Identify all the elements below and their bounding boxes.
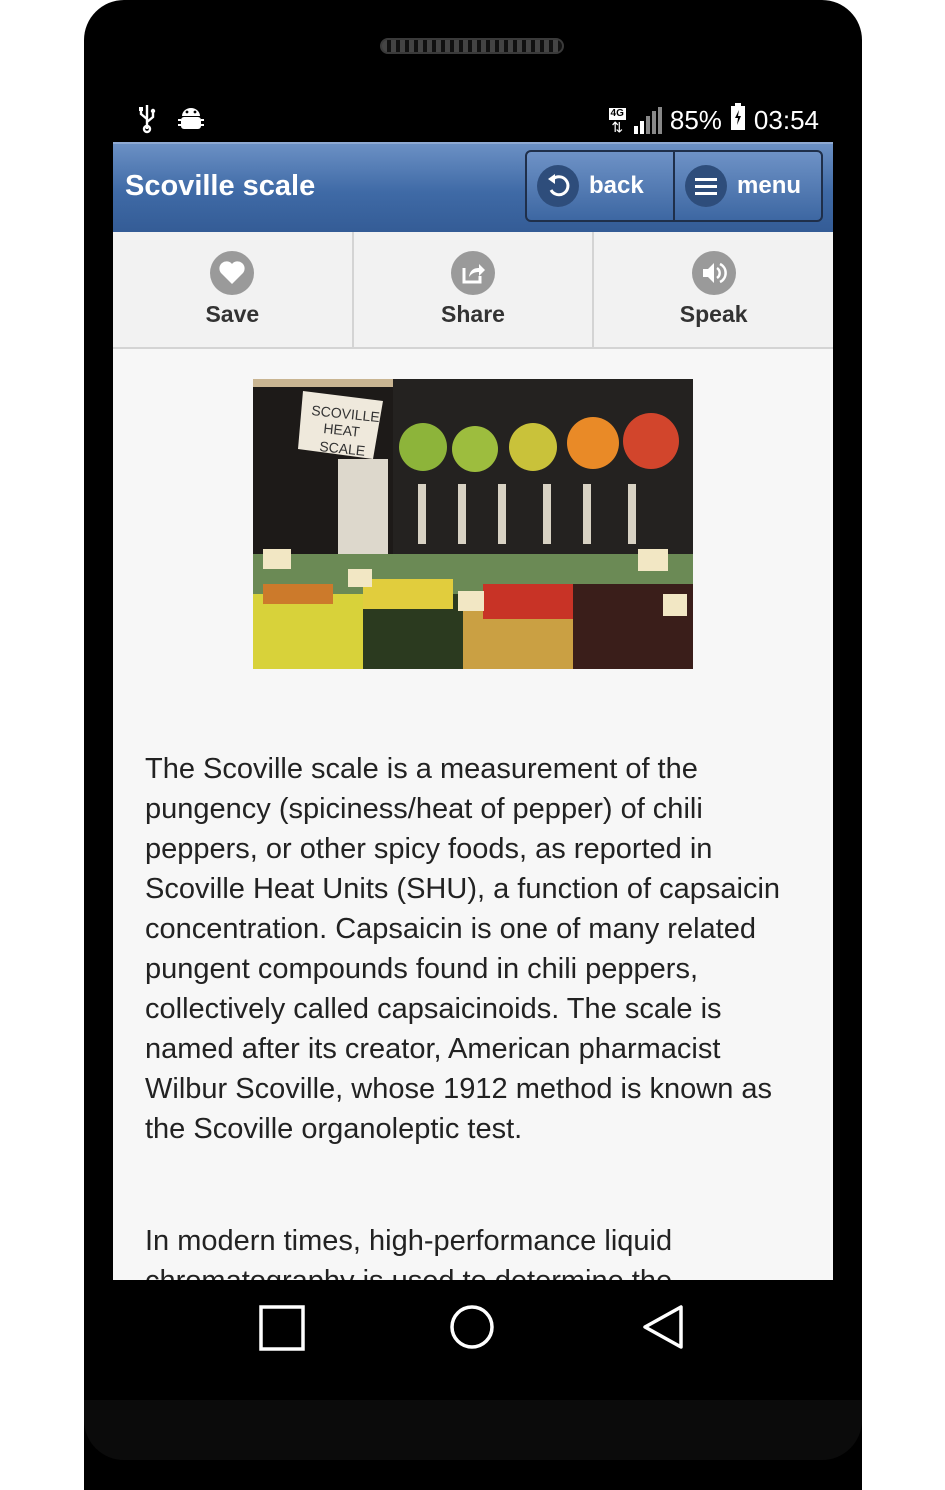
status-bar <box>113 95 833 142</box>
article-paragraph: In modern times, high-performance liquid <box>145 1225 673 1257</box>
page-title: Scoville scale <box>125 170 316 202</box>
hamburger-icon <box>685 165 727 207</box>
speak-label: Speak <box>679 301 748 327</box>
square-icon <box>259 1305 305 1351</box>
device-chin <box>84 1400 862 1460</box>
speak-button[interactable] <box>594 232 833 347</box>
network-type-label: 4G <box>610 107 624 119</box>
android-debug-icon <box>177 104 205 137</box>
back-button[interactable] <box>527 152 673 220</box>
share-button[interactable] <box>354 232 595 347</box>
share-label: Share <box>441 301 505 327</box>
app-screen <box>113 95 833 1280</box>
earpiece-speaker <box>380 38 564 54</box>
app-bar-button-group <box>525 150 823 222</box>
battery-percent: 85% <box>669 105 722 135</box>
back-button-label: back <box>589 172 644 199</box>
save-button[interactable] <box>113 232 354 347</box>
back-nav-button[interactable] <box>641 1304 685 1355</box>
heart-icon <box>210 251 254 295</box>
home-button[interactable] <box>449 1304 495 1355</box>
back-arrow-icon <box>537 165 579 207</box>
save-label: Save <box>205 301 260 327</box>
sign-text-line2: HEAT <box>322 420 361 440</box>
menu-button[interactable] <box>673 152 821 220</box>
triangle-back-icon <box>641 1304 685 1350</box>
circle-icon <box>449 1304 495 1350</box>
recents-button[interactable] <box>259 1305 305 1356</box>
article-paragraph: The Scoville scale is a measurement of the pungency (spiciness/heat of pepper) of chili peppers, or other spicy foods, as reported in Scoville Heat Units (SHU), a function of capsaicin concentration. Capsaicin is one of many related pungent compounds found in chili peppers, collectively called capsaicinoids. The scale is named after its creator, American pharmacist Wilbur Scoville, whose 1912 method is known as the Scoville organoleptic test. <box>145 753 781 1145</box>
app-bar <box>113 142 833 232</box>
sign-text-line3: SCALE <box>318 438 367 459</box>
share-icon <box>451 251 495 295</box>
usb-icon <box>137 103 157 138</box>
sign-text-line1: SCOVILLE <box>310 402 381 426</box>
action-toolbar <box>113 232 833 349</box>
article-photo <box>253 379 693 669</box>
signal-strength-icon <box>634 108 662 134</box>
battery-icon <box>730 103 746 138</box>
speaker-icon <box>692 251 736 295</box>
menu-button-label: menu <box>737 172 802 199</box>
network-type-icon: 4G ⇅ <box>610 107 624 135</box>
clock: 03:54 <box>753 105 819 135</box>
system-navigation-bar <box>113 1280 833 1375</box>
